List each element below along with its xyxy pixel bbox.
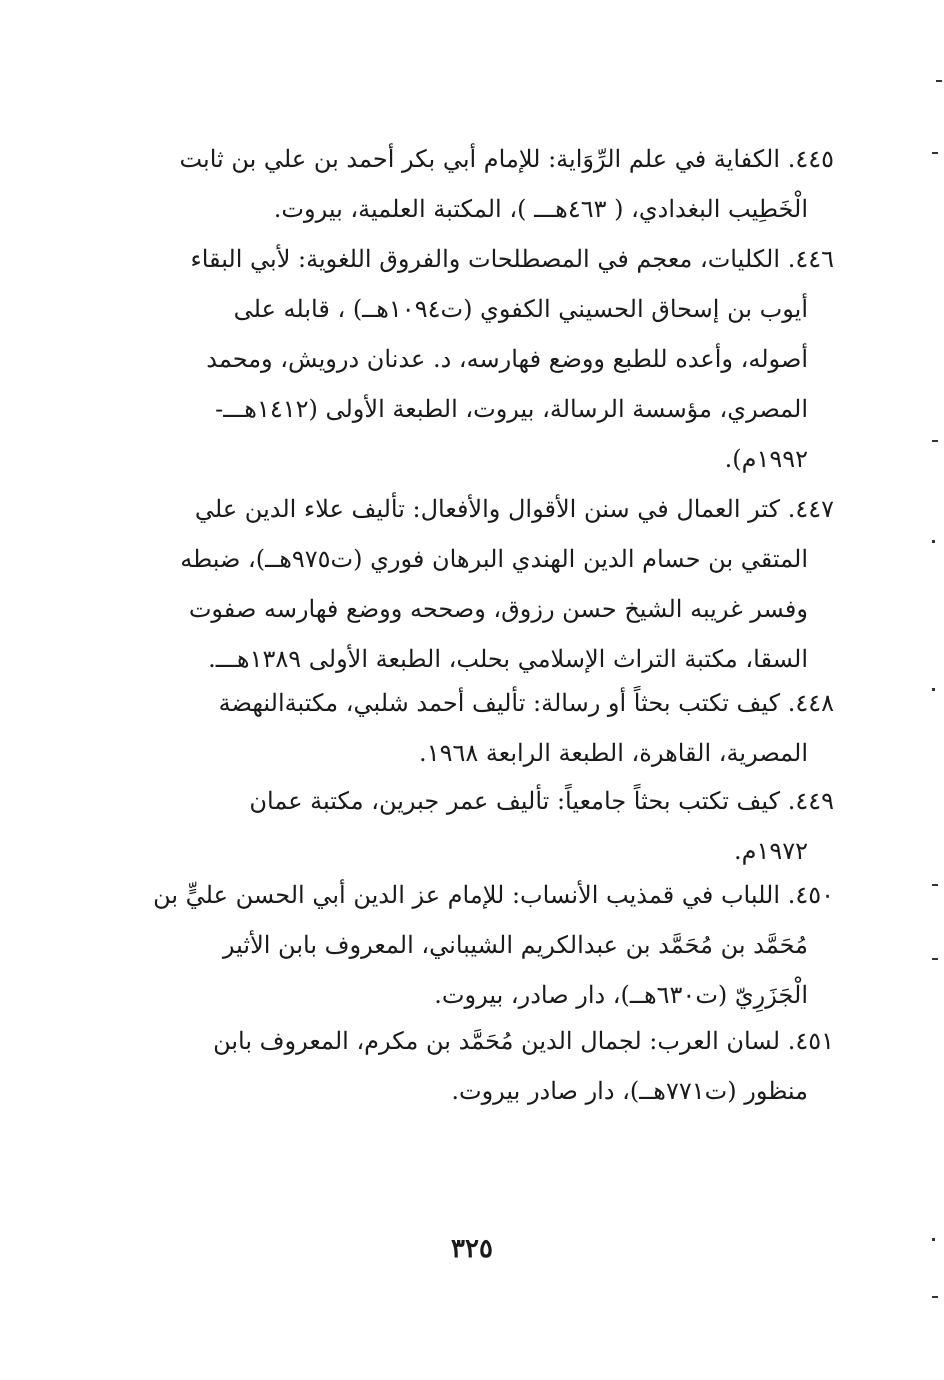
bibliography-entry-446	[118, 234, 834, 484]
entry-line: ١٩٧٢م.	[733, 837, 808, 865]
entry-number: ٤٤٩.	[787, 787, 834, 815]
bibliography-entry-445	[118, 134, 834, 234]
entry-line: أصوله، وأعده للطبع ووضع فهارسه، د. عدنان درويش، ومحمد	[206, 345, 808, 373]
margin-mark	[932, 688, 935, 691]
entry-line: الْخَطِيب البغدادي، ( ٤٦٣هـــ )، المكتبة العلمية، بيروت.	[273, 195, 808, 223]
entry-number: ٤٤٦.	[787, 245, 834, 273]
entry-number: ٤٤٨.	[787, 689, 834, 717]
entry-line: ٤٤٧. كتر العمال في سنن الأقوال والأفعال: تأليف علاء الدين علي	[118, 484, 834, 534]
entry-number: ٤٤٧.	[787, 495, 834, 523]
bibliography-entry-449	[118, 776, 834, 876]
margin-mark	[932, 1296, 938, 1298]
entry-line: ٤٥١. لسان العرب: لجمال الدين مُحَمَّد بن مكرم، المعروف بابن	[118, 1016, 834, 1066]
margin-mark	[932, 540, 935, 543]
entry-line: السقا، مكتبة التراث الإسلامي بحلب، الطبعة الأولى ١٣٨٩هـــ.	[208, 645, 808, 673]
entry-line: ٤٤٨. كيف تكتب بحثاً أو رسالة: تأليف أحمد شلبي، مكتبةالنهضة	[118, 678, 834, 728]
entry-line: ١٩٩٢م).	[724, 445, 808, 473]
entry-line: مُحَمَّد بن مُحَمَّد بن عبدالكريم الشيباني، المعروف بابن الأثير	[222, 931, 808, 959]
margin-mark	[936, 80, 942, 82]
entry-line: ٤٤٥. الكفاية في علم الرِّوَاية: للإمام أبي بكر أحمد بن علي بن ثابت	[118, 134, 834, 184]
entry-line: وفسر غريبه الشيخ حسن رزوق، وصححه ووضع فهارسه صفوت	[188, 595, 808, 623]
entry-number: ٤٥٠.	[787, 881, 834, 909]
entry-line: الْجَزَرِيّ (ت٦٣٠هــ)، دار صادر، بيروت.	[434, 981, 808, 1009]
page-number: ٣٢٥	[451, 1234, 493, 1264]
entry-line: منظور (ت٧٧١هــ)، دار صادر بيروت.	[451, 1077, 808, 1105]
entry-line: المصري، مؤسسة الرسالة، بيروت، الطبعة الأولى (١٤١٢هـــ-	[215, 395, 808, 423]
margin-mark	[932, 958, 938, 960]
entry-line: ٤٤٦. الكليات، معجم في المصطلحات والفروق اللغوية: لأبي البقاء	[118, 234, 834, 284]
entry-line: أيوب بن إسحاق الحسيني الكفوي (ت١٠٩٤هــ) ، قابله على	[233, 295, 808, 323]
bibliography-entry-447	[118, 484, 834, 684]
margin-mark	[932, 152, 938, 154]
entry-line: ٤٤٩. كيف تكتب بحثاً جامعياً: تأليف عمر جبرين، مكتبة عمان	[118, 776, 834, 826]
bibliography-entry-451	[118, 1016, 834, 1116]
entry-line: المصرية، القاهرة، الطبعة الرابعة ١٩٦٨.	[419, 739, 808, 767]
margin-mark	[932, 1238, 935, 1241]
margin-mark	[932, 440, 938, 442]
entry-number: ٤٤٥.	[787, 145, 834, 173]
entry-line: المتقي بن حسام الدين الهندي البرهان فوري (ت٩٧٥هــ)، ضبطه	[180, 545, 808, 573]
margin-mark	[932, 884, 938, 886]
bibliography-entry-448	[118, 678, 834, 778]
entry-number: ٤٥١.	[787, 1027, 834, 1055]
entry-line: ٤٥٠. اللباب في قمذيب الأنساب: للإمام عز الدين أبي الحسن عليٍّ بن	[118, 870, 834, 920]
bibliography-entry-450	[118, 870, 834, 1020]
